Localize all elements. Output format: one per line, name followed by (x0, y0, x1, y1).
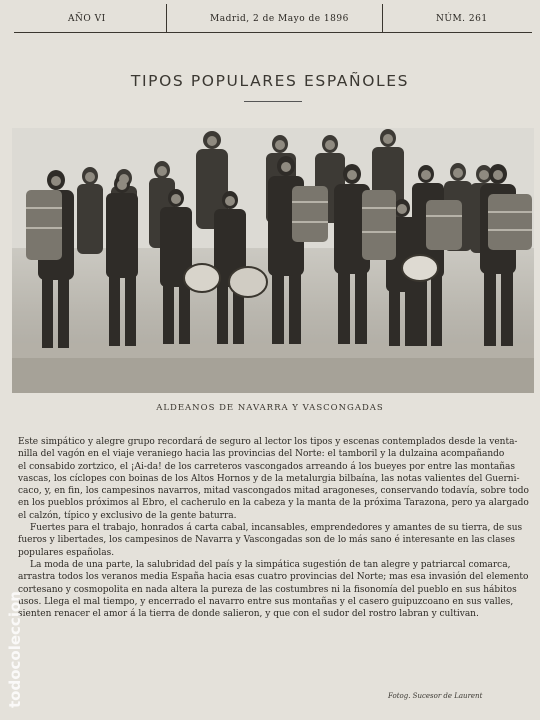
body-line: populares españolas. (18, 547, 115, 558)
group-photograph (12, 128, 534, 393)
photo-caption: ALDEANOS DE NAVARRA Y VASCONGADAS (156, 403, 384, 413)
header-divider (166, 4, 167, 32)
photo-credit: Fotog. Sucesor de Laurent (388, 692, 483, 700)
body-line: cortesano y cosmopolita en nada altera la pureza de las costumbres ni la fisonomía del pueblo en sus hábitos (18, 584, 517, 595)
page-header (14, 4, 532, 33)
body-line: vascas, los cíclopes con boinas de los Altos Hornos y de la metalurgia bilbaína, las notas valientes del Guerni- (18, 473, 520, 484)
watermark-icon (4, 560, 26, 710)
body-line: el consabido zortzico, el ¡Ai-da! de los carreteros vascongados arreando á los bueyes por entre las montañas (18, 461, 515, 472)
watermark-logo (4, 560, 26, 710)
body-line: caco, y, en fin, los campesinos navarros, mitad vascongados mitad aragoneses, conservando todavía, sobre todo (18, 486, 529, 497)
page-title: TIPOS POPULARES ESPAÑOLES (130, 72, 410, 90)
header-divider (382, 4, 383, 32)
body-line: usos. Llega el mal tiempo, y encerrado el navarro entre sus montañas y el casero guipuzcoano en sus valles, (18, 596, 514, 607)
body-line: el calzón, típico y exclusivo de la gente baturra. (18, 510, 237, 521)
body-line: sienten renacer el amor á la tierra de donde salieron, y que con el sudor del rostro labran y cultivan. (18, 609, 479, 620)
body-line: Fuertes para el trabajo, honrados á carta cabal, incansables, emprendedores y amantes de su tierra, de sus (30, 523, 523, 534)
header-number: NÚM. 261 (436, 14, 488, 24)
body-line: La moda de una parte, la salubridad del país y la simpática sugestión de tan alegre y patriarcal comarca, (30, 559, 511, 570)
header-year: AÑO VI (68, 14, 106, 24)
header-date: Madrid, 2 de Mayo de 1896 (210, 14, 349, 24)
body-line: arrastra todos los veranos media España hacia esas cuatro provincias del Norte; mas esa invasión del elemento (18, 572, 529, 583)
body-line: Este simpático y alegre grupo recordará de seguro al lector los tipos y escenas contemplados desde la venta- (18, 437, 518, 447)
body-line: en los pueblos próximos al Ebro, el cacherulo en la cabeza y la manta de la próxima Tarazona, pero ya alargado (18, 498, 529, 509)
watermark-text: todocoleccion (6, 591, 24, 708)
photo-illustration (12, 128, 534, 393)
article-body (18, 436, 540, 620)
body-line: nilla del vagón en el viaje veraniego hacia las provincias del Norte: el tamboril y la dulzaina acompañando (18, 449, 505, 460)
title-rule (244, 101, 302, 102)
body-line: fueros y libertades, los campesinos de Navarra y Vascongadas son de lo más sano é interesante en las clases (18, 535, 516, 546)
